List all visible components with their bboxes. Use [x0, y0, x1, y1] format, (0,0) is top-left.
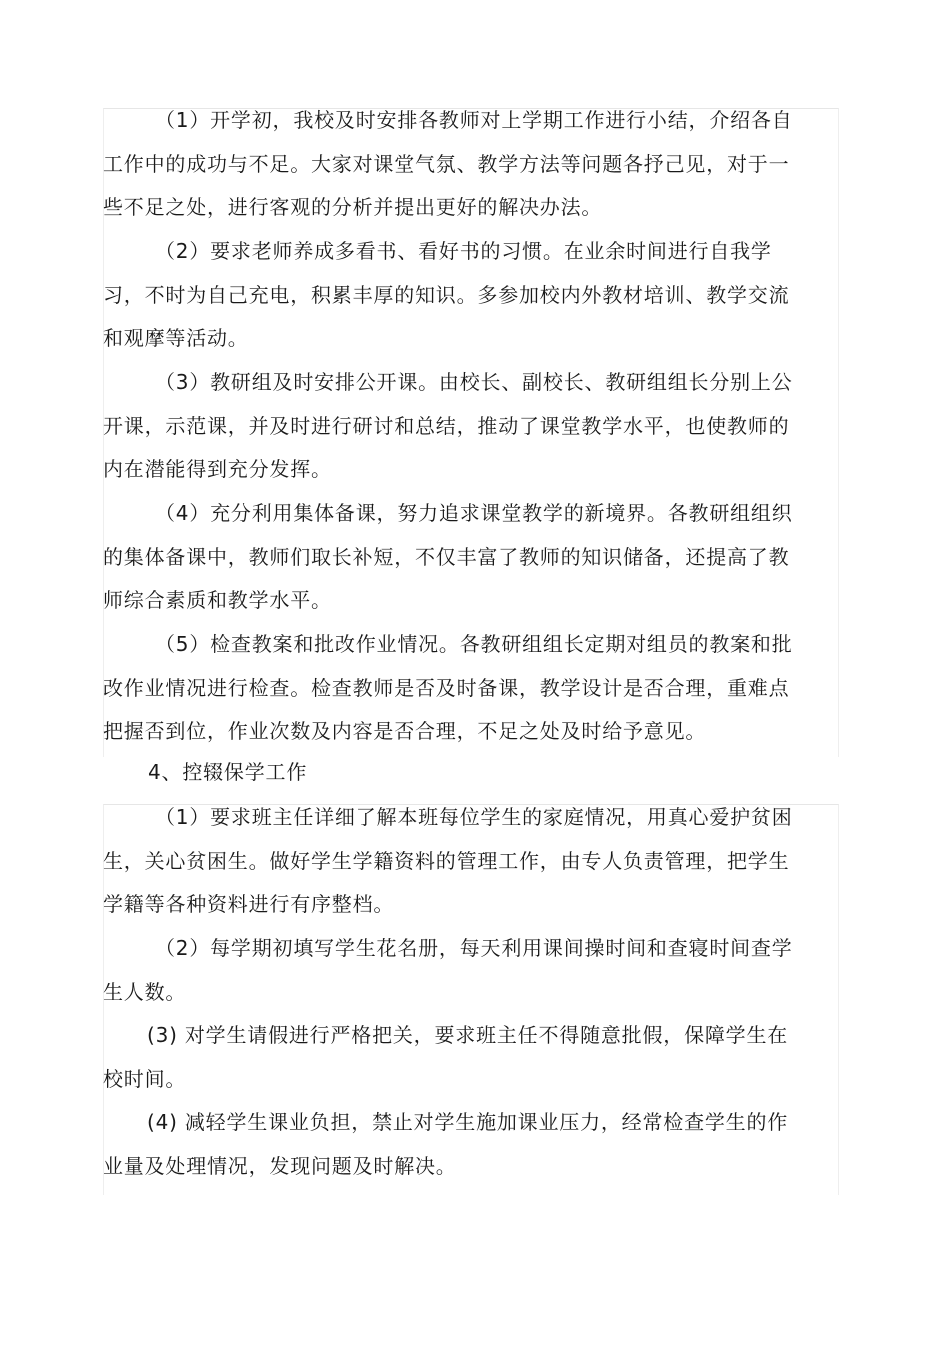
paragraph-8: (3) 对学生请假进行严格把关，要求班主任不得随意批假，保障学生在校时间。	[103, 1023, 789, 1091]
paragraph-3: （3）教研组及时安排公开课。由校长、副校长、教研组组长分别上公开课，示范课，并及时进行研讨和总结，推动了课堂教学水平，也使教师的内在潜能得到充分发挥。	[103, 370, 793, 482]
paragraph-4: （4）充分利用集体备课，努力追求课堂教学的新境界。各教研组组织的集体备课中，教师们取长补短，不仅丰富了教师的知识储备，还提高了教师综合素质和教学水平。	[103, 501, 793, 613]
paragraph-5: （5）检查教案和批改作业情况。各教研组组长定期对组员的教案和批改作业情况进行检查。检查教师是否及时备课，教学设计是否合理，重难点把握否到位，作业次数及内容是否合理，不足之处及时给予意见。	[103, 632, 793, 744]
paragraph-6: （1）要求班主任详细了解本班每位学生的家庭情况，用真心爱护贫困生，关心贫困生。做好学生学籍资料的管理工作，由专人负责管理，把学生学籍等各种资料进行有序整档。	[103, 805, 793, 917]
paragraph-9: (4) 减轻学生课业负担，禁止对学生施加课业压力，经常检查学生的作业量及处理情况，发现问题及时解决。	[103, 1110, 789, 1178]
paragraph-2: （2）要求老师养成多看书、看好书的习惯。在业余时间进行自我学习，不时为自己充电，积累丰厚的知识。多参加校内外教材培训、教学交流和观摩等活动。	[103, 239, 790, 351]
paragraph-7: （2）每学期初填写学生花名册，每天利用课间操时间和查寝时间查学生人数。	[103, 936, 793, 1004]
section-heading: 4、控辍保学工作	[148, 760, 308, 784]
paragraph-1: （1）开学初，我校及时安排各教师对上学期工作进行小结，介绍各自工作中的成功与不足。大家对课堂气氛、教学方法等问题各抒己见，对于一些不足之处，进行客观的分析并提出更好的解决办法。	[103, 108, 793, 220]
